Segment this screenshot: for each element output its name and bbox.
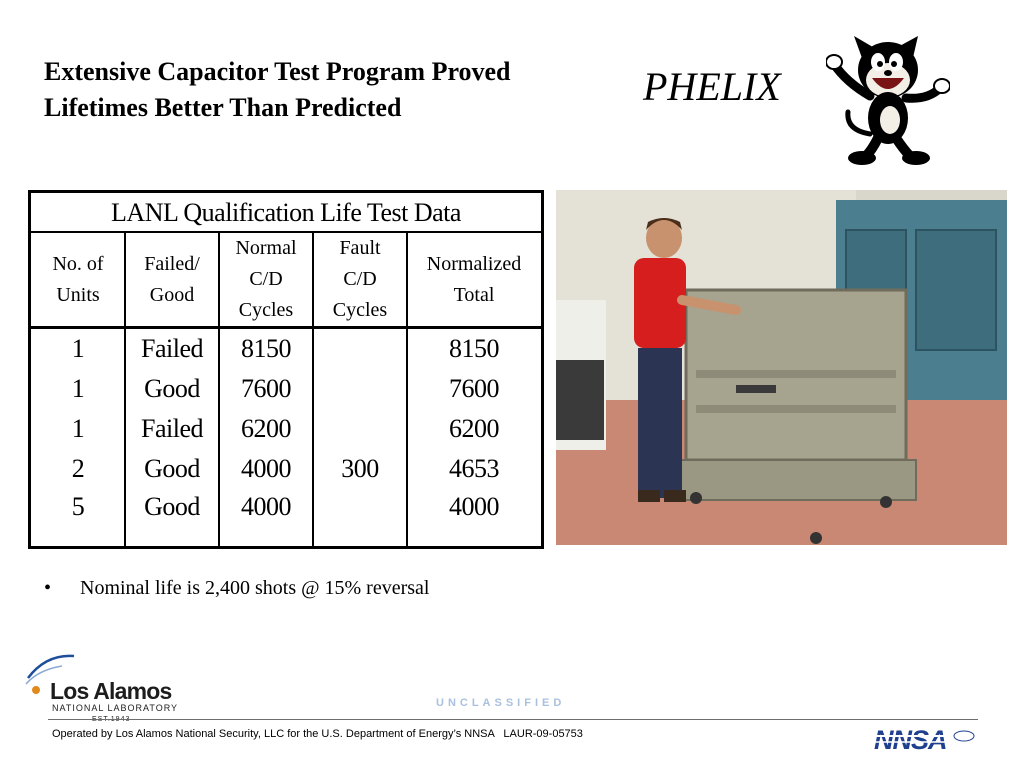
cell-units: 1: [71, 334, 85, 363]
footer-operated-by: Operated by Los Alamos National Security, LLC for the U.S. Department of Energy’s NNSA LAUR-09-05753: [52, 728, 583, 740]
header-normalized-line1: Normalized: [426, 252, 522, 275]
slide-title-line2: Lifetimes Better Than Predicted: [44, 93, 402, 122]
bullet-marker: •: [44, 577, 52, 599]
cell-normalized-total: 8150: [449, 334, 499, 363]
cell-normalized-total: 6200: [449, 414, 499, 443]
footer-divider: [48, 719, 978, 720]
table-title: LANL Qualification Life Test Data: [31, 193, 541, 233]
cat-mascot-image: [826, 34, 950, 166]
cell-normal-cycles: 8150: [241, 334, 291, 363]
cell-status: Failed: [141, 334, 203, 363]
classification-marking: UNCLASSIFIED: [436, 697, 566, 709]
header-normal-line1: Normal: [235, 237, 297, 259]
slide-title-line1: Extensive Capacitor Test Program Proved: [44, 57, 511, 86]
header-units-line1: No. of: [52, 252, 104, 275]
cell-fault-cycles: 300: [341, 454, 379, 483]
header-fault-line3: Cycles: [332, 299, 388, 321]
cell-status: Failed: [141, 414, 203, 443]
header-status-line2: Good: [149, 283, 195, 306]
nnsa-logo-text: NNSA: [874, 725, 947, 754]
header-status-line1: Failed/: [144, 252, 200, 275]
header-units: [31, 233, 125, 326]
table-row: [31, 489, 541, 525]
cell-normalized-total: 7600: [449, 374, 499, 403]
cell-status: Good: [144, 492, 200, 521]
cell-fault-cycles: [313, 329, 407, 369]
nnsa-logo-icon: [872, 724, 976, 754]
header-fault-line2: C/D: [343, 268, 377, 290]
project-name: PHELIX: [643, 64, 781, 109]
logo-subtitle: NATIONAL LABORATORY: [52, 703, 179, 713]
table-body: [31, 329, 541, 525]
header-normal-cycles: [219, 233, 313, 326]
header-fault-line1: Fault: [339, 237, 381, 259]
cell-normal-cycles: 7600: [241, 374, 291, 403]
cell-normal-cycles: 6200: [241, 414, 291, 443]
cell-normal-cycles: 4000: [241, 492, 291, 521]
slide-title: [44, 54, 624, 126]
header-fault-cycles: [313, 233, 407, 326]
cell-normal-cycles: 4000: [241, 454, 291, 483]
bullet-text: Nominal life is 2,400 shots @ 15% reversal: [80, 577, 430, 599]
cell-status: Good: [144, 454, 200, 483]
header-normal-line3: Cycles: [238, 299, 294, 321]
header-normal-line2: C/D: [249, 268, 283, 290]
cell-units: 5: [71, 492, 85, 521]
cell-units: 1: [71, 374, 85, 403]
logo-name: Los Alamos: [50, 678, 172, 704]
table-row: [31, 369, 541, 409]
table-row: [31, 409, 541, 449]
life-test-table: [28, 190, 544, 549]
cell-units: 1: [71, 414, 85, 443]
cell-fault-cycles: [313, 369, 407, 409]
cell-normalized-total: 4000: [449, 492, 499, 521]
capacitor-test-photo: [556, 190, 1007, 545]
cell-units: 2: [71, 454, 85, 483]
table-row: [31, 449, 541, 489]
table-header-row: [31, 233, 541, 329]
table-row: [31, 329, 541, 369]
cell-status: Good: [144, 374, 200, 403]
header-status: [125, 233, 219, 326]
header-normalized-line2: Total: [453, 283, 495, 306]
cell-fault-cycles: [313, 489, 407, 525]
header-normalized-total: [407, 233, 541, 326]
cell-fault-cycles: [313, 409, 407, 449]
cell-normalized-total: 4653: [449, 454, 499, 483]
header-units-line2: Units: [56, 283, 100, 306]
